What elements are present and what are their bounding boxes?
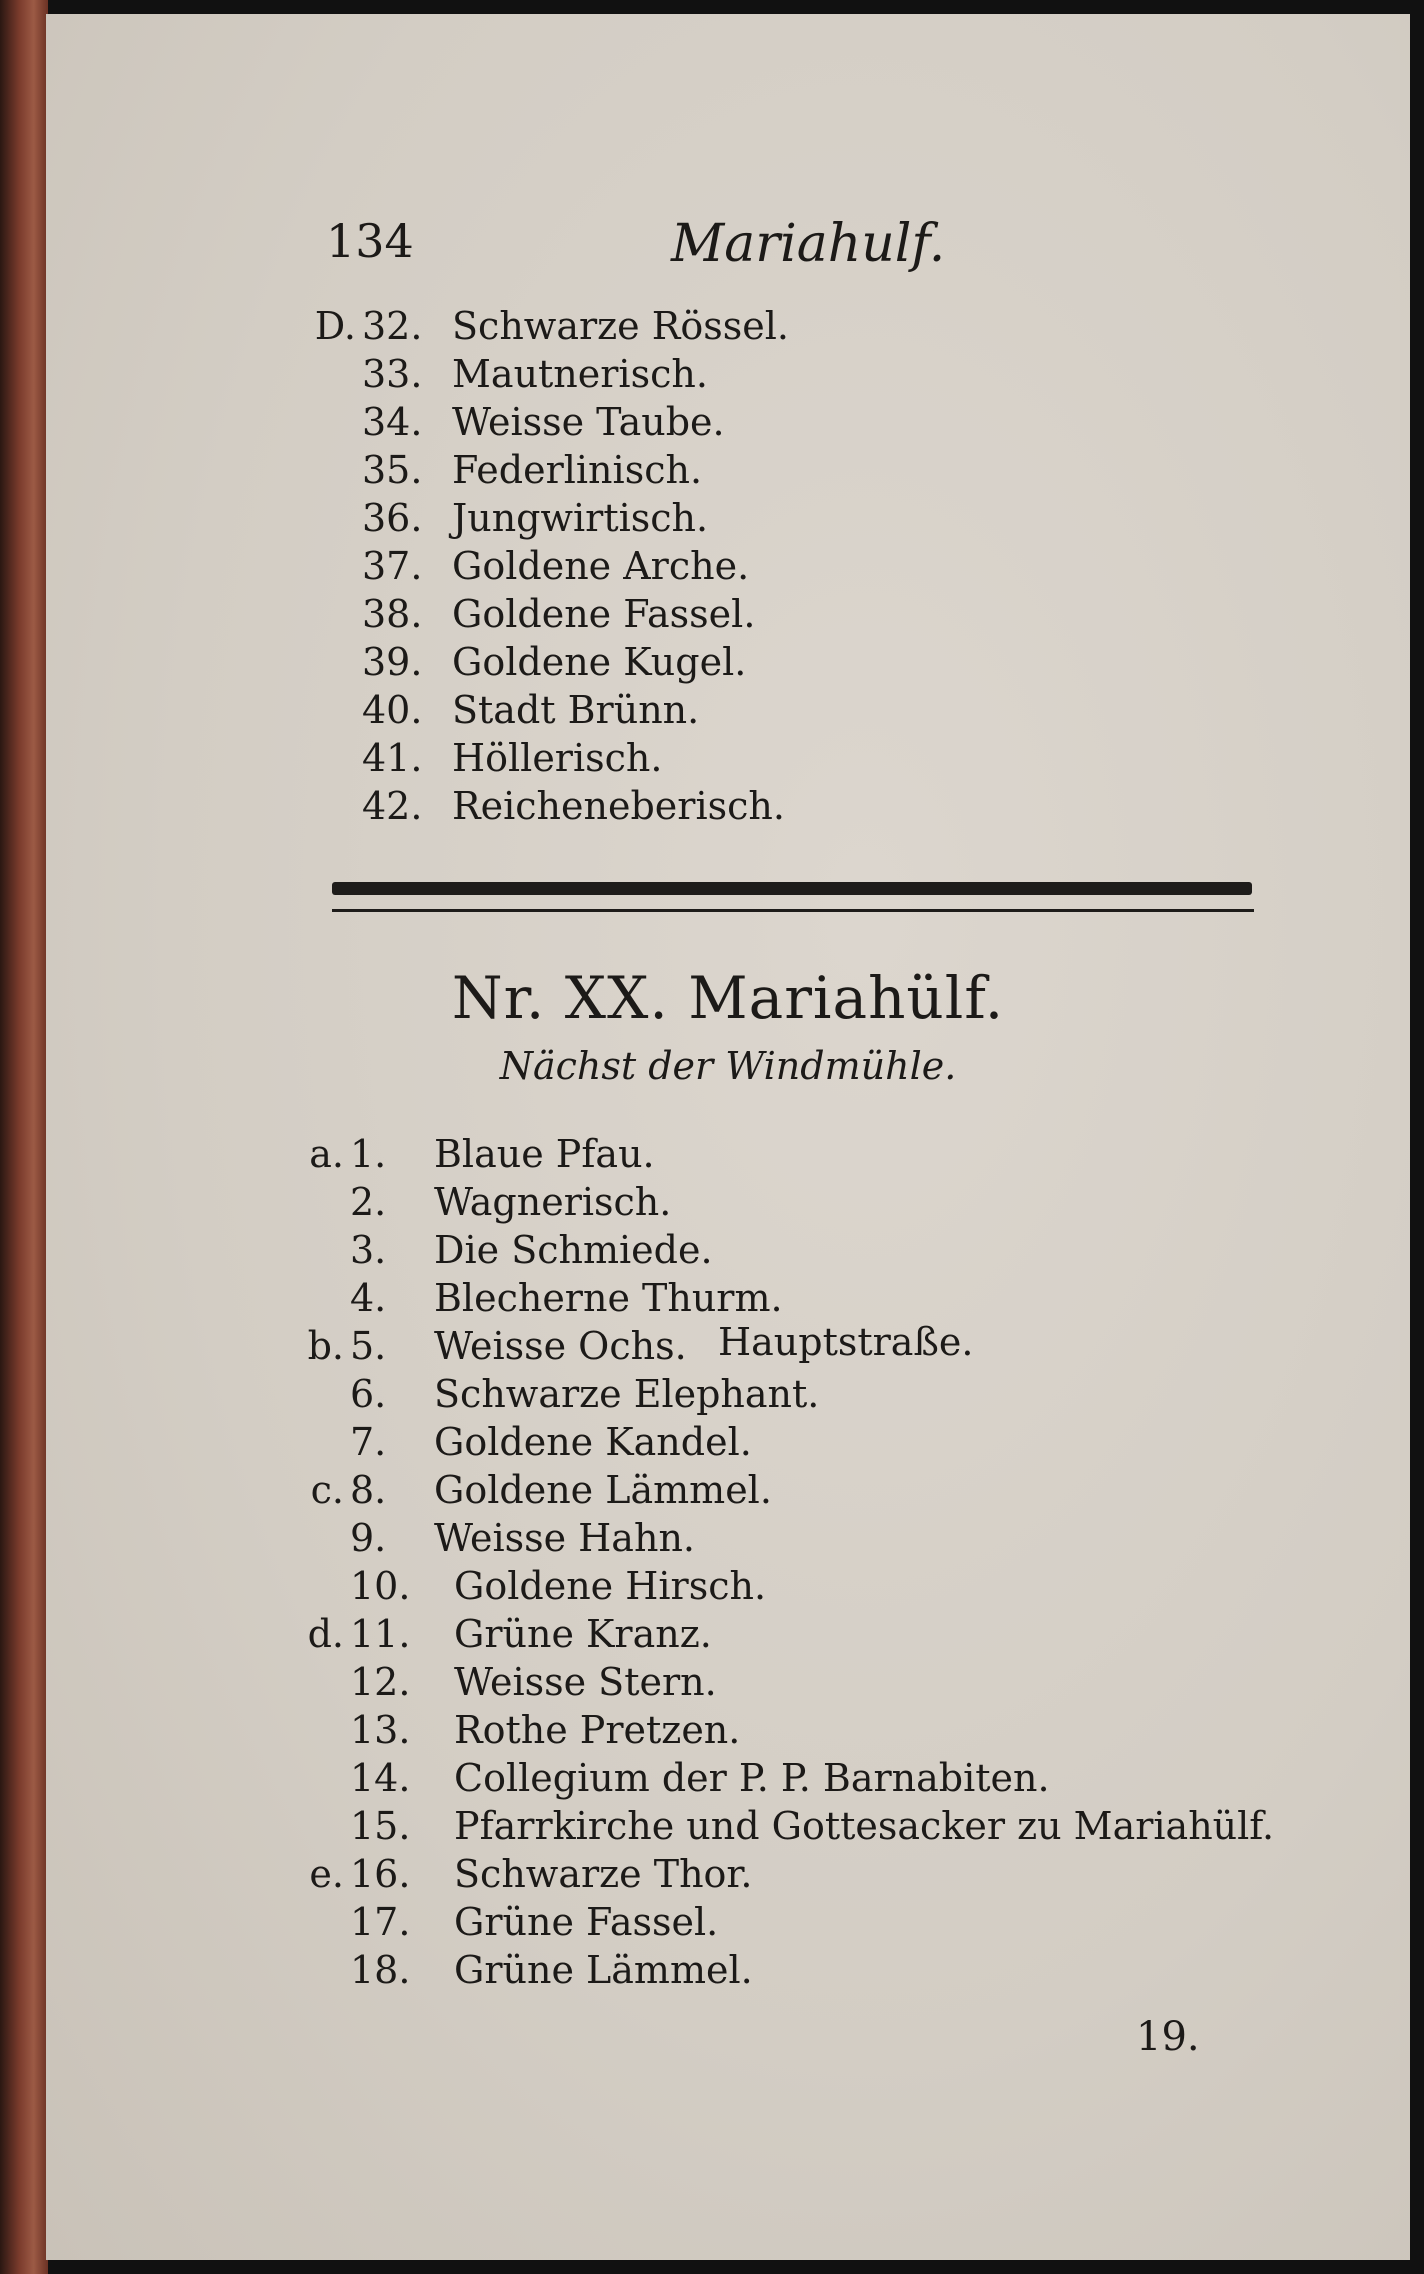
entry-name: Pfarrkirche und Gottesacker zu Mariahülf. <box>454 1804 1275 1848</box>
entry-name: Goldene Hirsch. <box>454 1564 767 1608</box>
section-rule-thick <box>332 882 1252 895</box>
entry-name: Schwarze Thor. <box>454 1852 753 1896</box>
entry-name: Die Schmiede. <box>434 1228 713 1272</box>
entry-number: 7. <box>350 1420 387 1464</box>
entry-name: Federlinisch. <box>452 448 703 492</box>
entry-number: 1. <box>350 1132 387 1176</box>
entry-name: Goldene Arche. <box>452 544 750 588</box>
entry-number: 35. <box>362 448 423 492</box>
entry-number: 6. <box>350 1372 387 1416</box>
entry-name: Schwarze Rössel. <box>452 304 789 348</box>
entry-label: c. <box>310 1468 344 1512</box>
entry-name: Weisse Ochs. <box>434 1324 687 1368</box>
section-rule-thin <box>332 909 1254 912</box>
entry-name: Höllerisch. <box>452 736 663 780</box>
entry-number: 34. <box>362 400 423 444</box>
entry-name: Weisse Taube. <box>452 400 725 444</box>
entry-name: Weisse Stern. <box>454 1660 717 1704</box>
entry-name: Goldene Fassel. <box>452 592 756 636</box>
book-spine-edge <box>0 0 48 2274</box>
entry-name: Blaue Pfau. <box>434 1132 655 1176</box>
entry-name: Blecherne Thurm. <box>434 1276 783 1320</box>
entry-label: d. <box>307 1612 344 1656</box>
entry-number: 40. <box>362 688 423 732</box>
entry-number: 16. <box>350 1852 411 1896</box>
entry-name: Grüne Fassel. <box>454 1900 719 1944</box>
entry-name: Grüne Lämmel. <box>454 1948 753 1992</box>
entry-name: Rothe Pretzen. <box>454 1708 741 1752</box>
entry-number: 15. <box>350 1804 411 1848</box>
entry-number: 41. <box>362 736 423 780</box>
entry-name: Wagnerisch. <box>434 1180 672 1224</box>
page-number: 134 <box>326 214 414 268</box>
entry-name: Stadt Brünn. <box>452 688 700 732</box>
entry-name: Collegium der P. P. Barnabiten. <box>454 1756 1050 1800</box>
entry-name: Goldene Lämmel. <box>434 1468 772 1512</box>
entry-number: 18. <box>350 1948 411 1992</box>
entry-name: Goldene Kandel. <box>434 1420 752 1464</box>
entry-name: Schwarze Elephant. <box>434 1372 820 1416</box>
entry-number: 38. <box>362 592 423 636</box>
entry-number: 13. <box>350 1708 411 1752</box>
book-page <box>46 14 1410 2260</box>
entry-label: e. <box>309 1852 344 1896</box>
catchword: 19. <box>1136 2014 1200 2060</box>
entry-number: 12. <box>350 1660 411 1704</box>
entry-number: 8. <box>350 1468 387 1512</box>
entry-number: 4. <box>350 1276 387 1320</box>
entry-name: Grüne Kranz. <box>454 1612 712 1656</box>
entry-number: 37. <box>362 544 423 588</box>
entry-number: 33. <box>362 352 423 396</box>
entry-number: 39. <box>362 640 423 684</box>
entry-number: 32. <box>362 304 423 348</box>
entry-name: Reicheneberisch. <box>452 784 785 828</box>
entry-number: 11. <box>350 1612 411 1656</box>
entry-name: Mautnerisch. <box>452 352 708 396</box>
entry-number: 3. <box>350 1228 387 1272</box>
entry-name: Goldene Kugel. <box>452 640 747 684</box>
entry-number: 42. <box>362 784 423 828</box>
entry-number: 17. <box>350 1900 411 1944</box>
entry-label: a. <box>309 1132 344 1176</box>
entry-number: 5. <box>350 1324 387 1368</box>
street-note: Hauptstraße. <box>718 1320 974 1364</box>
running-title: Mariahulf. <box>671 214 946 274</box>
entry-label: D. <box>314 304 356 348</box>
entry-name: Weisse Hahn. <box>434 1516 695 1560</box>
entry-name: Jungwirtisch. <box>452 496 709 540</box>
entry-number: 2. <box>350 1180 387 1224</box>
entry-label: b. <box>307 1324 344 1368</box>
entry-number: 9. <box>350 1516 387 1560</box>
entry-number: 14. <box>350 1756 411 1800</box>
entry-number: 10. <box>350 1564 411 1608</box>
section-title: Nr. XX. Mariahülf. <box>451 964 1005 1032</box>
running-head <box>46 214 1410 284</box>
entry-number: 36. <box>362 496 423 540</box>
section-subtitle: Nächst der Windmühle. <box>499 1044 957 1088</box>
